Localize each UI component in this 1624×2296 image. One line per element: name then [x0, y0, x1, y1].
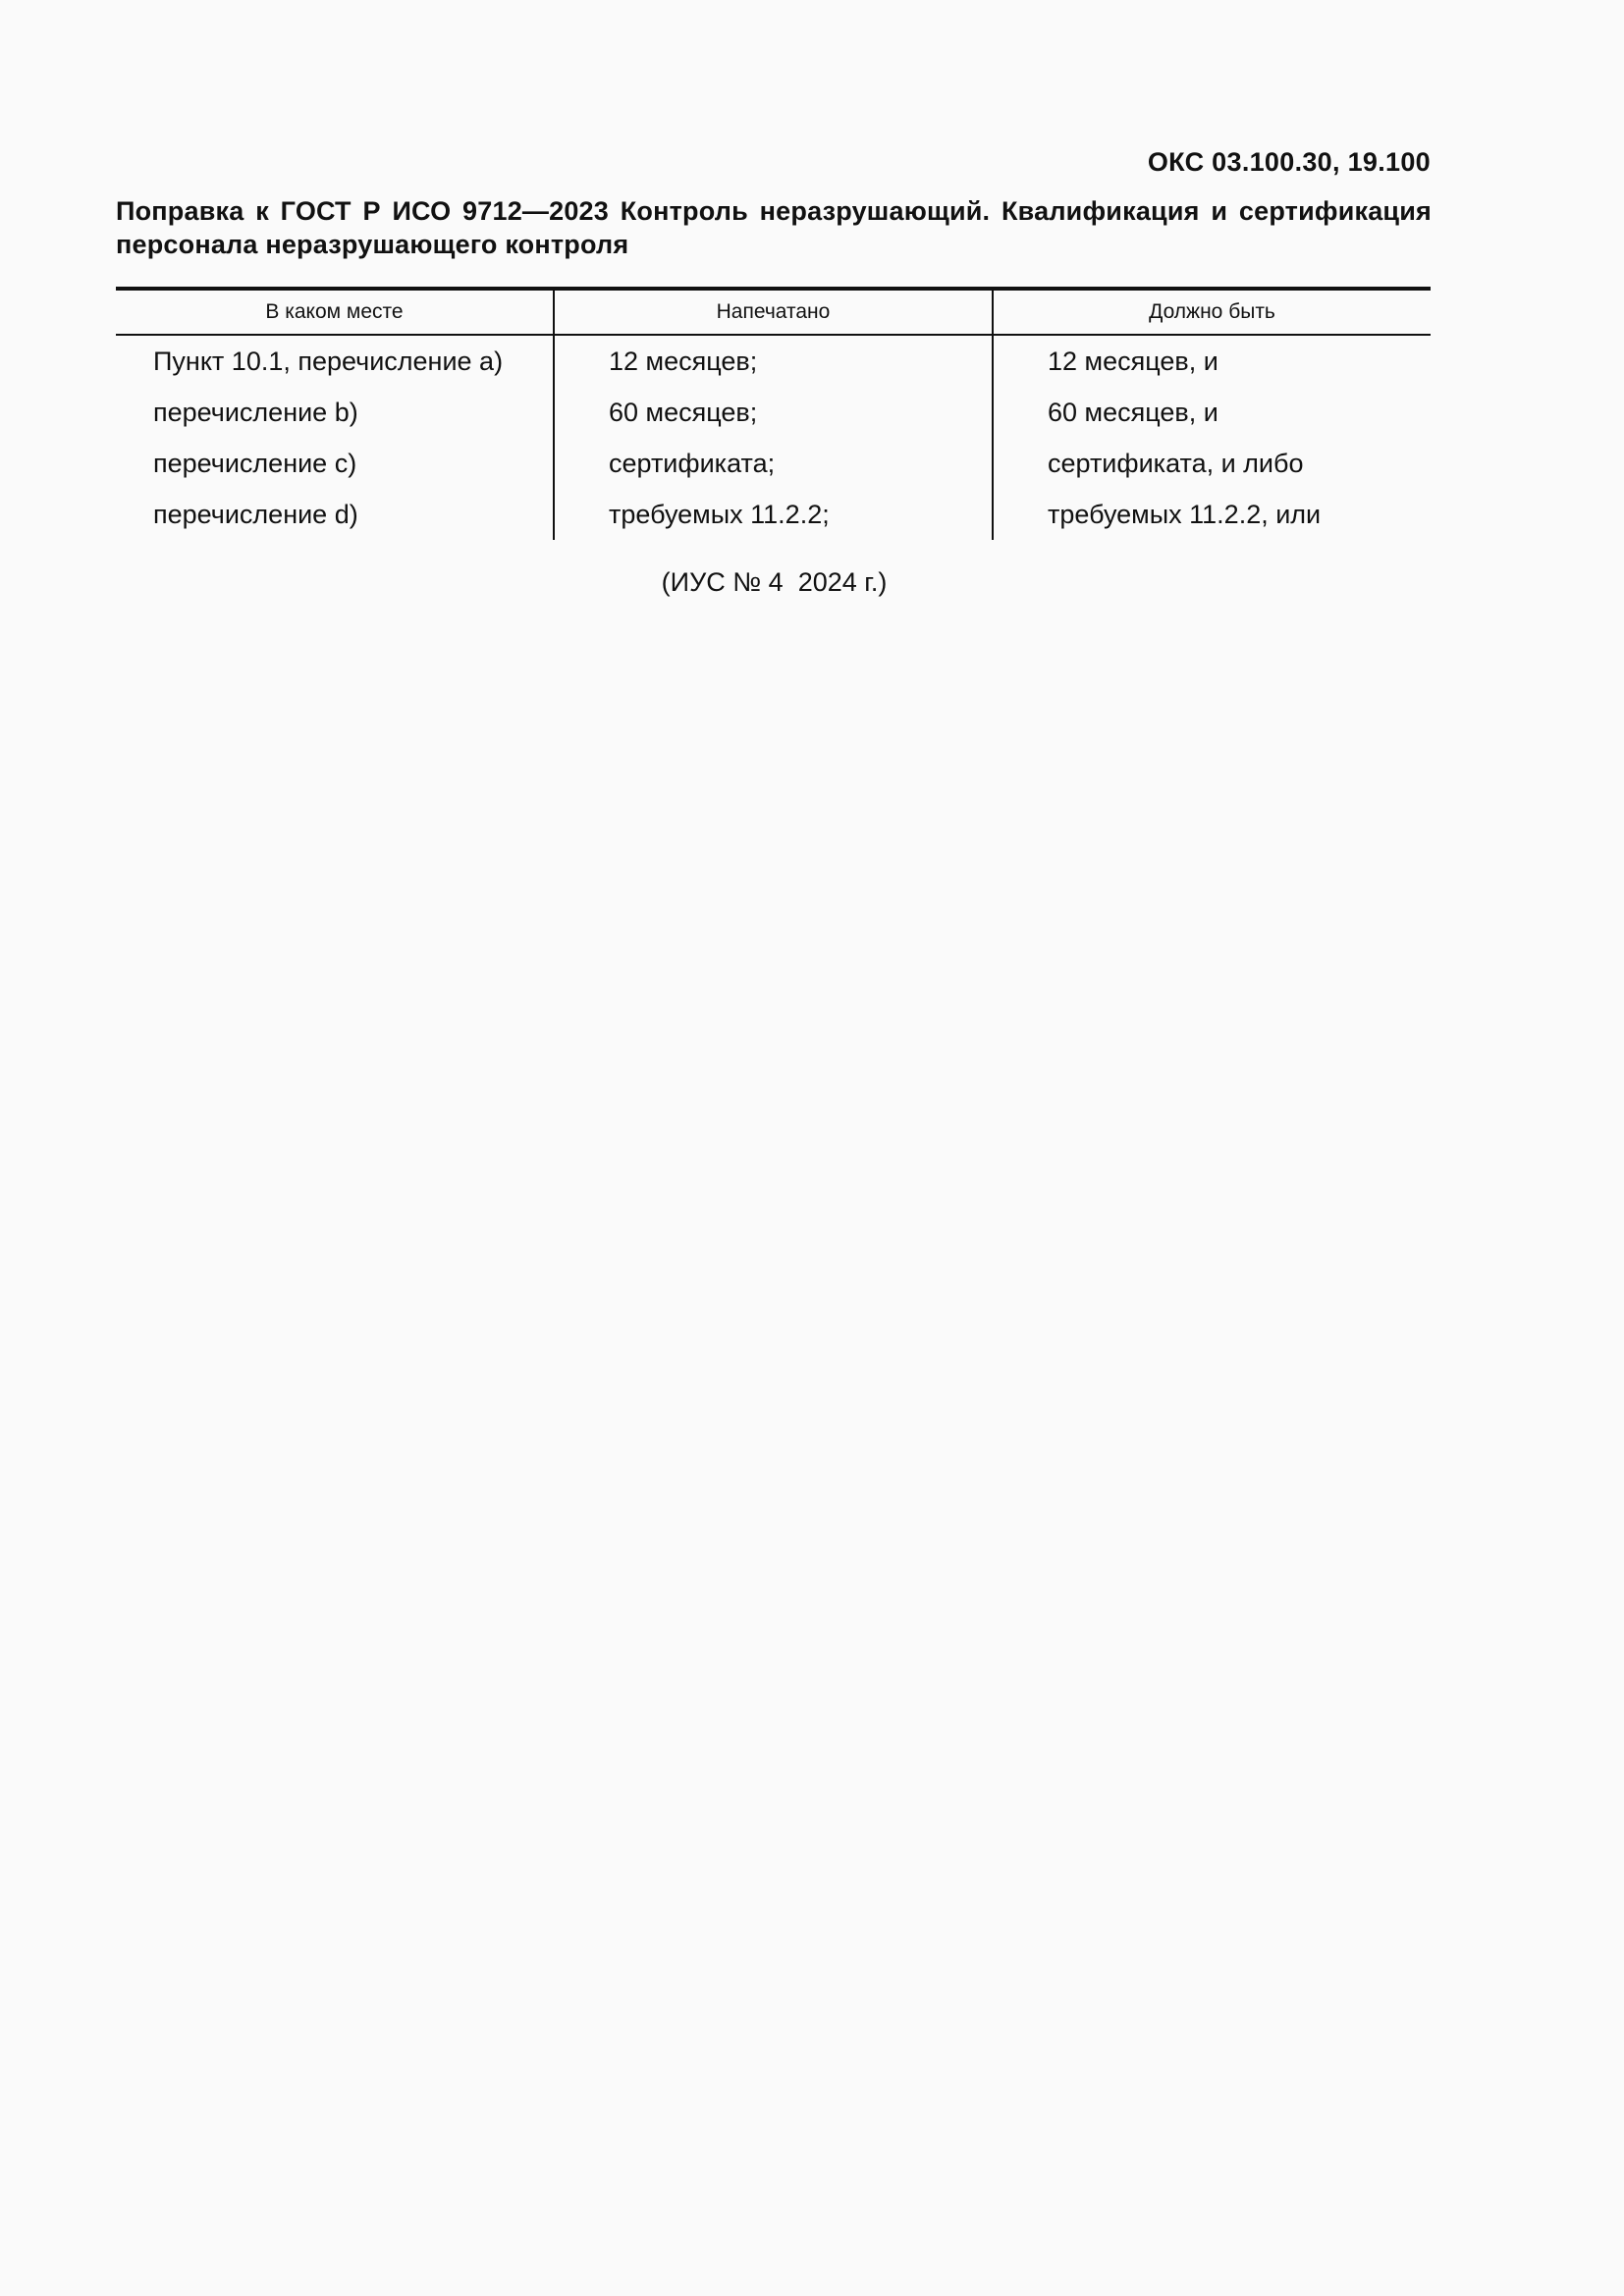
cell-should-be: 12 месяцев, и	[993, 335, 1431, 387]
cell-where: перечисление c)	[153, 448, 357, 478]
amendment-table	[116, 287, 1431, 540]
table-row	[116, 387, 1431, 438]
source-reference: (ИУС № 4 2024 г.)	[661, 567, 888, 597]
header-should-be: Должно быть	[993, 289, 1431, 335]
table-row	[116, 335, 1431, 387]
cell-printed: требуемых 11.2.2;	[554, 489, 993, 540]
cell-where: перечисление b)	[153, 397, 358, 427]
amendment-title: Поправка к ГОСТ Р ИСО 9712—2023 Контроль неразрушающий. Квалификация и сертификация персонала неразрушающего контроля	[116, 196, 1432, 259]
table-row	[116, 489, 1431, 540]
table-header-row	[116, 289, 1431, 335]
cell-should-be: требуемых 11.2.2, или	[993, 489, 1431, 540]
header-where: В каком месте	[116, 289, 554, 335]
classification-code: ОКС 03.100.30, 19.100	[1147, 147, 1431, 177]
cell-where: перечисление d)	[153, 499, 358, 529]
cell-printed: сертификата;	[554, 438, 993, 489]
cell-printed: 60 месяцев;	[554, 387, 993, 438]
cell-should-be: сертификата, и либо	[993, 438, 1431, 489]
header-printed: Напечатано	[554, 289, 993, 335]
cell-where: Пункт 10.1, перечисление a)	[153, 346, 504, 376]
cell-printed: 12 месяцев;	[554, 335, 993, 387]
table-row	[116, 438, 1431, 489]
cell-should-be: 60 месяцев, и	[993, 387, 1431, 438]
